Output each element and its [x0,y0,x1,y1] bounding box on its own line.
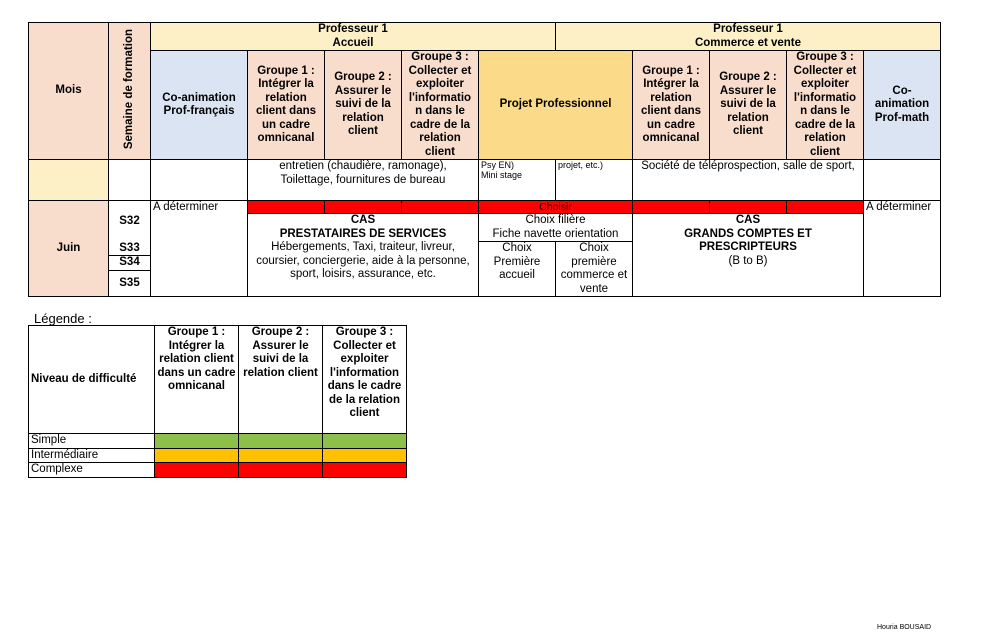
legend-swatch-intermediaire-g3 [323,448,407,463]
author-signature: Houria BOUSAID [877,624,932,631]
continuation-mois [29,160,109,201]
continuation-coanim-math [864,160,941,201]
juin-mois: Juin [29,201,109,297]
week-s35: S35 [109,270,151,296]
legend-swatch-simple-g3 [323,434,407,449]
legend-swatch-simple-g2 [239,434,323,449]
legend-table [28,325,407,478]
legend-swatch-simple-g1 [155,434,239,449]
continuation-psy: Psy EN) Mini stage [479,160,556,201]
header-prof2: Professeur 1 Commerce et vente [556,23,941,51]
legend-row-complexe: Complexe [29,463,155,478]
continuation-coanim [151,160,248,201]
cas-prestataires: CAS PRESTATAIRES DE SERVICES Hébergements, Taxi, traiteur, livreur, coursier, conciergerie, aide à la personne, sport, loisirs, assurance, etc. [248,214,479,297]
header-groupe2-accueil: Groupe 2 : Assurer le suivi de la relation client [325,51,402,160]
header-groupe1-commerce: Groupe 1 : Intégrer la relation client dans un cadre omnicanal [633,51,710,160]
cas-grands-comptes: CAS GRANDS COMPTES ET PRESCRIPTEURS (B to B) [633,214,864,297]
continuation-accueil: entretien (chaudière, ramonage), Toilettage, fournitures de bureau [248,160,479,201]
legend-row-intermediaire: Intermédiaire [29,448,155,463]
header-prof1: Professeur 1 Accueil [151,23,556,51]
choisir-label: Choisir [479,201,633,214]
header-mois: Mois [29,23,109,160]
header-groupe2-commerce: Groupe 2 : Assurer le suivi de la relation client [710,51,787,160]
header-coanim-math: Co-animation Prof-math [864,51,941,160]
red-bar-g3-commerce [787,201,864,214]
choix-filiere: Choix filière Fiche navette orientation [479,214,633,242]
red-bar-g3-accueil [402,201,479,214]
a-determiner-left: A déterminer [151,201,248,297]
header-semaine: Semaine de formation [109,23,151,160]
main-table [28,22,941,297]
header-projet: Projet Professionnel [479,51,633,160]
header-groupe3-commerce: Groupe 3 : Collecter et exploiter l'informatio n dans le cadre de la relation client [787,51,864,160]
legend-groupe2: Groupe 2 : Assurer le suivi de la relation client [239,326,323,434]
legend-swatch-complexe-g1 [155,463,239,478]
choix-premiere-commerce: Choix première commerce et vente [556,242,633,297]
header-groupe3-accueil: Groupe 3 : Collecter et exploiter l'informatio n dans le cadre de la relation client [402,51,479,160]
red-bar-g1-accueil [248,201,325,214]
legend-title: Légende : [34,311,92,326]
continuation-commerce: Société de téléprospection, salle de sport, [633,160,864,201]
legend-swatch-complexe-g2 [239,463,323,478]
week-s34: S34 [109,256,151,271]
week-s33: S33 [109,242,151,256]
red-bar-g2-accueil [325,201,402,214]
header-groupe1-accueil: Groupe 1 : Intégrer la relation client dans un cadre omnicanal [248,51,325,160]
legend-niveau: Niveau de difficulté [29,326,155,434]
legend-row-simple: Simple [29,434,155,449]
choix-premiere-accueil: Choix Première accueil [479,242,556,297]
week-s32: S32 [109,201,151,242]
legend-swatch-intermediaire-g1 [155,448,239,463]
legend-groupe1: Groupe 1 : Intégrer la relation client dans un cadre omnicanal [155,326,239,434]
legend-groupe3: Groupe 3 : Collecter et exploiter l'information dans le cadre de la relation client [323,326,407,434]
red-bar-g2-commerce [710,201,787,214]
continuation-semaine [109,160,151,201]
legend-swatch-complexe-g3 [323,463,407,478]
a-determiner-right: A déterminer [864,201,941,297]
red-bar-g1-commerce [633,201,710,214]
continuation-projet: projet, etc.) [556,160,633,201]
header-coanim-fr: Co-animation Prof-français [151,51,248,160]
legend-swatch-intermediaire-g2 [239,448,323,463]
